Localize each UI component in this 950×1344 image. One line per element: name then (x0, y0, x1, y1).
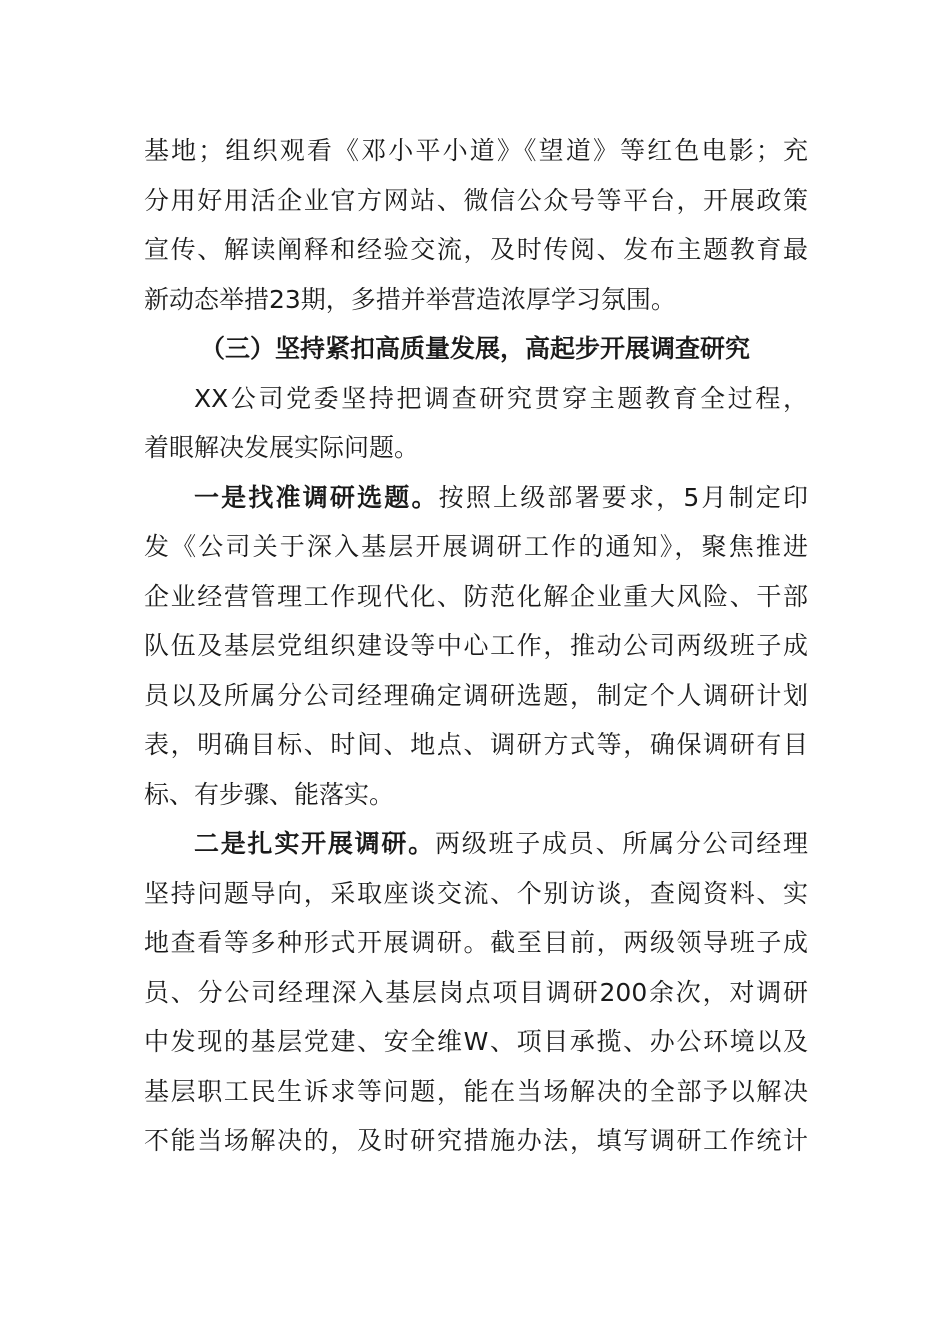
text-line: 宣传、解读阐释和经验交流，及时传阅、发布主题教育最 (144, 235, 808, 264)
text-line: 企业经营管理工作现代化、防范化解企业重大风险、干部 (144, 581, 808, 611)
text-line: 发《公司关于深入基层开展调研工作的通知》，聚焦推进 (144, 532, 808, 561)
text-line: 表，明确目标、时间、地点、调研方式等，确保调研有目 (144, 730, 808, 759)
section-heading: （三）坚持紧扣高质量发展，高起步开展调查研究 (200, 334, 751, 363)
text-line: 新动态举措23期，多措并举营造浓厚学习氛围。 (144, 284, 676, 314)
text-line: 地查看等多种形式开展调研。截至目前，两级领导班子成 (144, 928, 808, 957)
text-line: 不能当场解决的，及时研究措施办法，填写调研工作统计 (144, 1126, 808, 1155)
text-line: 着眼解决发展实际问题。 (144, 433, 420, 462)
text-line (144, 819, 808, 869)
text-line: 员、分公司经理深入基层岗点项目调研200余次，对调研 (144, 977, 808, 1007)
paragraph-lead: 一是找准调研选题。 (194, 482, 439, 512)
text-line: 中发现的基层党建、安全维W、项目承揽、办公环境以及 (144, 1027, 808, 1056)
text-line: 坚持问题导向，采取座谈交流、个别访谈，查阅资料、实 (144, 878, 808, 908)
text-line: XX公司党委坚持把调查研究贯穿主题教育全过程， (194, 383, 808, 413)
text-line (144, 473, 808, 523)
document-body (144, 126, 808, 1166)
paragraph-research-intro (144, 374, 808, 473)
text-line: 基层职工民生诉求等问题，能在当场解决的全部予以解决 (144, 1076, 808, 1106)
text-line: 员以及所属分公司经理确定调研选题，制定个人调研计划 (144, 680, 808, 710)
text-line: 队伍及基层党组织建设等中心工作，推动公司两级班子成 (144, 631, 808, 660)
paragraph-lead: 二是扎实开展调研。 (194, 829, 435, 858)
paragraph-topic-selection (144, 473, 808, 820)
text-run: 两级班子成员、所属分公司经理 (434, 829, 808, 858)
paragraph-conduct-research (144, 819, 808, 1166)
text-line: 标、有步骤、能落实。 (144, 779, 395, 809)
paragraph-learning-atmosphere (144, 126, 808, 324)
text-line: 分用好用活企业官方网站、微信公众号等平台，开展政策 (144, 185, 808, 215)
text-run: 按照上级部署要求，5月制定印 (438, 482, 808, 512)
text-line: 基地；组织观看《邓小平小道》《望道》等红色电影；充 (144, 136, 808, 165)
